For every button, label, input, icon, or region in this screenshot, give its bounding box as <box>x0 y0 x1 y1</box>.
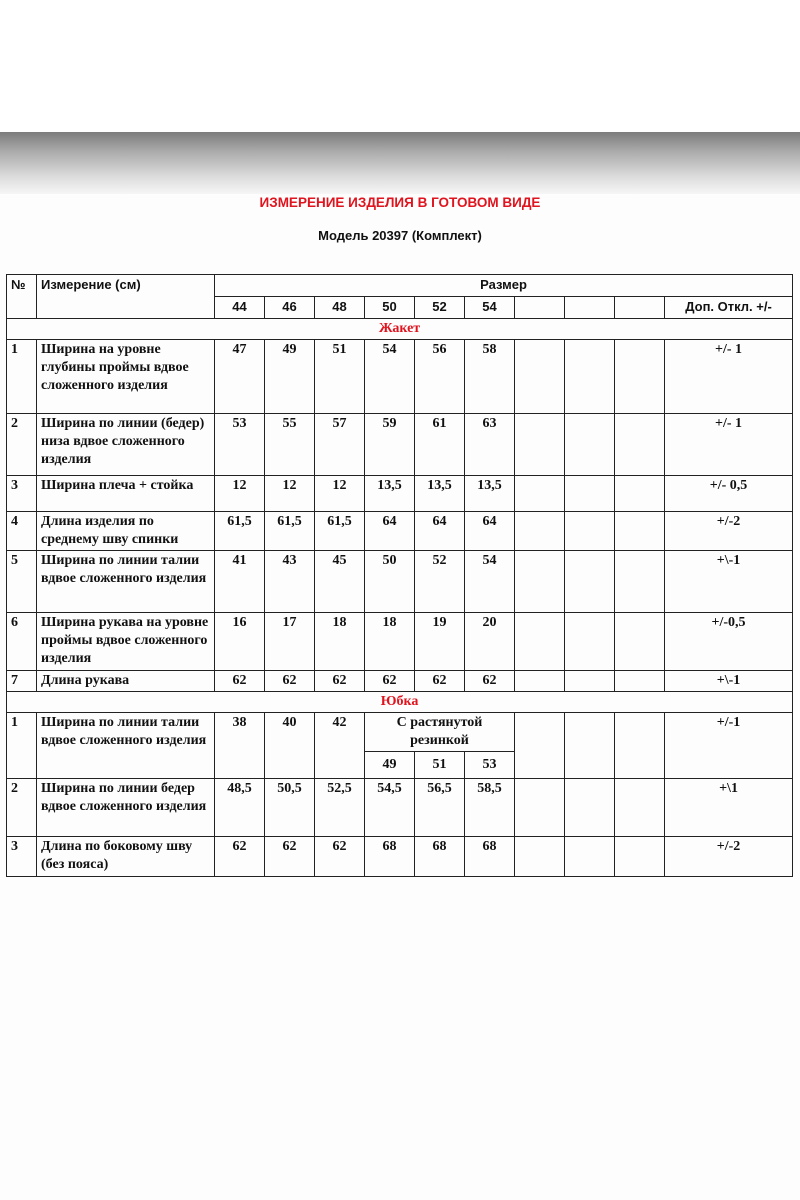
size-value: 57 <box>315 414 365 476</box>
size-value: 43 <box>265 551 315 613</box>
header-size-empty <box>615 297 665 319</box>
size-value: 63 <box>465 414 515 476</box>
empty-cell <box>615 837 665 877</box>
size-value: 62 <box>415 671 465 692</box>
size-value: 13,5 <box>465 476 515 512</box>
table-row <box>7 613 793 671</box>
row-number: 2 <box>7 414 37 476</box>
size-value: 54 <box>465 551 515 613</box>
empty-cell <box>615 476 665 512</box>
size-value: 54 <box>365 340 415 414</box>
size-value: 52,5 <box>315 779 365 837</box>
empty-cell <box>615 713 665 779</box>
size-value: 12 <box>315 476 365 512</box>
stretched-elastic-note: С растянутой резинкой <box>365 713 515 752</box>
size-value: 20 <box>465 613 515 671</box>
size-value: 58 <box>465 340 515 414</box>
empty-cell <box>515 713 565 779</box>
empty-cell <box>515 613 565 671</box>
empty-cell <box>565 837 615 877</box>
empty-cell <box>615 613 665 671</box>
measurement-label: Ширина по линии бедер вдвое сложенного изделия <box>37 779 215 837</box>
size-value: 56 <box>415 340 465 414</box>
size-value: 13,5 <box>365 476 415 512</box>
size-value: 68 <box>365 837 415 877</box>
size-value: 54,5 <box>365 779 415 837</box>
tolerance-value: +/- 1 <box>665 340 793 414</box>
size-value: 17 <box>265 613 315 671</box>
size-value: 53 <box>465 752 515 779</box>
size-value: 13,5 <box>415 476 465 512</box>
empty-cell <box>615 779 665 837</box>
measurement-label: Длина по боковому шву (без пояса) <box>37 837 215 877</box>
table-row <box>7 837 793 877</box>
size-value: 19 <box>415 613 465 671</box>
empty-cell <box>565 613 615 671</box>
size-value: 40 <box>265 713 315 779</box>
size-value: 64 <box>365 512 415 551</box>
size-value: 18 <box>365 613 415 671</box>
size-value: 42 <box>315 713 365 779</box>
size-value: 50 <box>365 551 415 613</box>
measurement-label: Длина рукава <box>37 671 215 692</box>
measurement-label: Ширина по линии талии вдвое сложенного изделия <box>37 713 215 779</box>
table-row <box>7 779 793 837</box>
size-value: 38 <box>215 713 265 779</box>
size-value: 12 <box>265 476 315 512</box>
size-value: 47 <box>215 340 265 414</box>
row-number: 3 <box>7 476 37 512</box>
table-row <box>7 340 793 414</box>
top-margin <box>0 0 800 132</box>
table-row <box>7 414 793 476</box>
size-value: 49 <box>265 340 315 414</box>
tolerance-value: +/- 1 <box>665 414 793 476</box>
size-value: 61,5 <box>215 512 265 551</box>
size-value: 59 <box>365 414 415 476</box>
size-value: 64 <box>415 512 465 551</box>
empty-cell <box>565 551 615 613</box>
measurement-label: Ширина по линии (бедер) низа вдвое сложенного изделия <box>37 414 215 476</box>
size-value: 62 <box>465 671 515 692</box>
row-number: 1 <box>7 713 37 779</box>
tolerance-value: +\1 <box>665 779 793 837</box>
document-title: ИЗМЕРЕНИЕ ИЗДЕЛИЯ В ГОТОВОМ ВИДЕ <box>259 195 541 210</box>
row-number: 5 <box>7 551 37 613</box>
header-num: № <box>7 275 37 319</box>
size-value: 51 <box>315 340 365 414</box>
empty-cell <box>515 551 565 613</box>
header-measurement: Измерение (см) <box>37 275 215 319</box>
document-subtitle: Модель 20397 (Комплект) <box>318 228 482 243</box>
size-value: 62 <box>365 671 415 692</box>
size-value: 45 <box>315 551 365 613</box>
header-size-empty <box>515 297 565 319</box>
empty-cell <box>565 713 615 779</box>
size-value: 18 <box>315 613 365 671</box>
row-number: 3 <box>7 837 37 877</box>
table-row <box>7 551 793 613</box>
size-value: 56,5 <box>415 779 465 837</box>
table-row <box>7 476 793 512</box>
empty-cell <box>515 512 565 551</box>
measurement-label: Ширина на уровне глубины проймы вдвое сложенного изделия <box>37 340 215 414</box>
empty-cell <box>515 476 565 512</box>
header-size: 54 <box>465 297 515 319</box>
row-number: 7 <box>7 671 37 692</box>
empty-cell <box>515 779 565 837</box>
table-row <box>7 671 793 692</box>
size-value: 68 <box>415 837 465 877</box>
size-value: 12 <box>215 476 265 512</box>
tolerance-value: +/-2 <box>665 837 793 877</box>
measurement-label: Длина изделия по среднему шву спинки <box>37 512 215 551</box>
empty-cell <box>565 671 615 692</box>
header-size: 46 <box>265 297 315 319</box>
header-size: 50 <box>365 297 415 319</box>
header-size-group: Размер <box>215 275 793 297</box>
empty-cell <box>515 414 565 476</box>
header-size-empty <box>565 297 615 319</box>
size-value: 62 <box>315 671 365 692</box>
header-size: 48 <box>315 297 365 319</box>
empty-cell <box>615 512 665 551</box>
size-value: 64 <box>465 512 515 551</box>
empty-cell <box>565 414 615 476</box>
header-size: 44 <box>215 297 265 319</box>
row-number: 6 <box>7 613 37 671</box>
size-value: 62 <box>315 837 365 877</box>
size-value: 68 <box>465 837 515 877</box>
empty-cell <box>615 340 665 414</box>
tolerance-value: +\-1 <box>665 551 793 613</box>
size-value: 61,5 <box>265 512 315 551</box>
empty-cell <box>615 671 665 692</box>
size-value: 51 <box>415 752 465 779</box>
tolerance-value: +/-2 <box>665 512 793 551</box>
tolerance-value: +/-1 <box>665 713 793 779</box>
size-value: 62 <box>265 837 315 877</box>
empty-cell <box>565 476 615 512</box>
row-number: 1 <box>7 340 37 414</box>
empty-cell <box>515 837 565 877</box>
measurement-table <box>6 274 793 877</box>
scan-shadow-band <box>0 132 800 194</box>
size-value: 62 <box>265 671 315 692</box>
size-value: 61,5 <box>315 512 365 551</box>
size-value: 55 <box>265 414 315 476</box>
tolerance-value: +\-1 <box>665 671 793 692</box>
size-value: 41 <box>215 551 265 613</box>
empty-cell <box>515 671 565 692</box>
size-value: 61 <box>415 414 465 476</box>
tolerance-value: +/-0,5 <box>665 613 793 671</box>
size-value: 53 <box>215 414 265 476</box>
section-skirt: Юбка <box>7 692 793 713</box>
empty-cell <box>615 551 665 613</box>
measurement-label: Ширина рукава на уровне проймы вдвое сложенного изделия <box>37 613 215 671</box>
measurement-label: Ширина плеча + стойка <box>37 476 215 512</box>
size-value: 49 <box>365 752 415 779</box>
empty-cell <box>565 340 615 414</box>
size-value: 52 <box>415 551 465 613</box>
size-value: 62 <box>215 837 265 877</box>
empty-cell <box>565 512 615 551</box>
header-tolerance: Доп. Откл. +/- <box>665 297 793 319</box>
empty-cell <box>565 779 615 837</box>
header-size: 52 <box>415 297 465 319</box>
size-value: 48,5 <box>215 779 265 837</box>
tolerance-value: +/- 0,5 <box>665 476 793 512</box>
size-value: 58,5 <box>465 779 515 837</box>
row-number: 2 <box>7 779 37 837</box>
measurement-label: Ширина по линии талии вдвое сложенного изделия <box>37 551 215 613</box>
size-value: 62 <box>215 671 265 692</box>
row-number: 4 <box>7 512 37 551</box>
size-value: 50,5 <box>265 779 315 837</box>
table-row <box>7 512 793 551</box>
section-jacket: Жакет <box>7 319 793 340</box>
empty-cell <box>515 340 565 414</box>
size-value: 16 <box>215 613 265 671</box>
empty-cell <box>615 414 665 476</box>
